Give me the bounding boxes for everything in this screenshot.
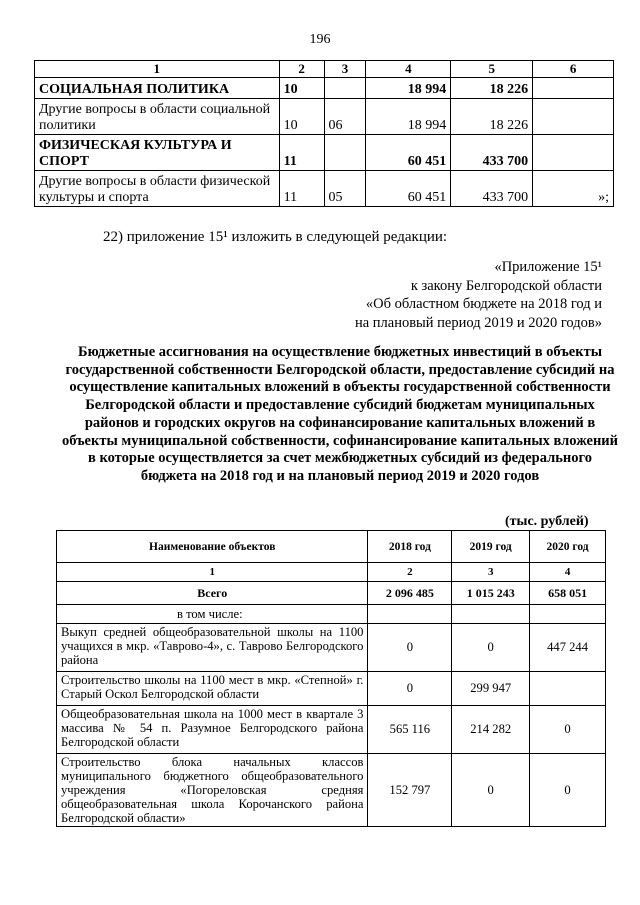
including-label: в том числе:: [57, 605, 368, 624]
empty-cell: [368, 605, 452, 624]
row-subsection: 05: [324, 171, 366, 207]
expenditure-table: [34, 60, 614, 207]
appendix-line: к закону Белгородской области: [410, 277, 602, 294]
row-section: 11: [279, 135, 324, 171]
row-value-2019: 18 226: [451, 99, 533, 135]
value-2020: [530, 672, 606, 706]
including-row: [57, 605, 606, 624]
appendix-line: на плановый период 2019 и 2020 годов»: [354, 314, 602, 331]
header-cell: 3: [324, 61, 366, 78]
value-2019: 0: [452, 754, 530, 827]
row-section: 10: [279, 78, 324, 99]
column-number-row: [57, 563, 606, 582]
column-number: 2: [368, 563, 452, 582]
object-name: Выкуп средней общеобразовательной школы на 1100 учащихся в мкр. «Таврово-4», с. Таврово Белгородского района: [57, 624, 368, 672]
object-name: Строительство блока начальных классов муниципального бюджетного общеобразовательного учреждения «Погореловская средняя общеобразовательная школа Корочанского района Белгородской области»: [57, 754, 368, 827]
value-2020: 447 244: [530, 624, 606, 672]
row-value-2018: 60 451: [366, 171, 451, 207]
row-note: [533, 135, 614, 171]
total-2018: 2 096 485: [368, 582, 452, 605]
table-row: [35, 99, 614, 135]
empty-cell: [452, 605, 530, 624]
header-cell: 2020 год: [530, 531, 606, 563]
row-value-2018: 18 994: [366, 78, 451, 99]
table-row: [35, 135, 614, 171]
appendix-line: «Об областном бюджете на 2018 год и: [365, 296, 602, 312]
total-2020: 658 051: [530, 582, 606, 605]
header-cell: 2018 год: [368, 531, 452, 563]
value-2018: 565 116: [368, 706, 452, 754]
header-cell: 1: [35, 61, 280, 78]
row-subsection: [324, 78, 366, 99]
header-cell: 4: [366, 61, 451, 78]
table-row: [57, 706, 606, 754]
header-cell: Наименование объектов: [57, 531, 368, 563]
row-section: 10: [279, 99, 324, 135]
total-2019: 1 015 243: [452, 582, 530, 605]
empty-cell: [530, 605, 606, 624]
row-note: [533, 78, 614, 99]
row-subsection: 06: [324, 99, 366, 135]
table-header-row: [35, 61, 614, 78]
page-number: 196: [309, 32, 331, 47]
header-cell: 6: [533, 61, 614, 78]
row-subsection: [324, 135, 366, 171]
investment-table: [56, 530, 606, 827]
column-number: 1: [57, 563, 368, 582]
amendment-item: 22) приложение 15¹ изложить в следующей редакции:: [103, 229, 448, 245]
row-name: Другие вопросы в области физической культуры и спорта: [35, 171, 280, 207]
header-cell: 5: [451, 61, 533, 78]
row-value-2019: 433 700: [451, 171, 533, 207]
header-cell: 2019 год: [452, 531, 530, 563]
appendix-reference: [300, 258, 602, 332]
row-value-2019: 18 226: [451, 78, 533, 99]
table-row: [57, 624, 606, 672]
column-number: 4: [530, 563, 606, 582]
value-2018: 152 797: [368, 754, 452, 827]
value-2019: 214 282: [452, 706, 530, 754]
row-value-2018: 18 994: [366, 99, 451, 135]
row-value-2019: 433 700: [451, 135, 533, 171]
row-name: Другие вопросы в области социальной политики: [35, 99, 280, 135]
table-row: [57, 754, 606, 827]
object-name: Строительство школы на 1100 мест в мкр. «Степной» г. Старый Оскол Белгородской области: [57, 672, 368, 706]
document-title: Бюджетные ассигнования на осуществление бюджетных инвестиций в объекты государственной собственности Белгородской области, предоставление субсидий на осуществление капитальных вложений в объекты государственной собственности Белгородской области и предоставление субсидий бюджетам муниципальных районов и городских округов на софинансирование капитальных вложений в объекты муниципальной собственности, софинансирование капитальных вложений в которые осуществляется за счет межбюджетных субсидий из федерального бюджета на 2018 год и на плановый период 2019 и 2020 годов: [61, 344, 619, 484]
value-2019: 299 947: [452, 672, 530, 706]
value-2018: 0: [368, 624, 452, 672]
header-cell: 2: [279, 61, 324, 78]
value-2018: 0: [368, 672, 452, 706]
row-note: »;: [533, 171, 614, 207]
column-number: 3: [452, 563, 530, 582]
row-name: ФИЗИЧЕСКАЯ КУЛЬТУРА И СПОРТ: [35, 135, 280, 171]
object-name: Общеобразовательная школа на 1000 мест в квартале 3 массива № 54 п. Разумное Белгородского района Белгородской области: [57, 706, 368, 754]
value-2020: 0: [530, 754, 606, 827]
row-section: 11: [279, 171, 324, 207]
row-name: СОЦИАЛЬНАЯ ПОЛИТИКА: [35, 78, 280, 99]
row-note: [533, 99, 614, 135]
total-label: Всего: [57, 582, 368, 605]
appendix-line: «Приложение 15¹: [494, 259, 602, 275]
table-header-row: [57, 531, 606, 563]
table-row: [57, 672, 606, 706]
row-value-2018: 60 451: [366, 135, 451, 171]
units-label: (тыс. рублей): [505, 514, 589, 529]
total-row: [57, 582, 606, 605]
table-row: [35, 78, 614, 99]
value-2019: 0: [452, 624, 530, 672]
value-2020: 0: [530, 706, 606, 754]
table-row: [35, 171, 614, 207]
